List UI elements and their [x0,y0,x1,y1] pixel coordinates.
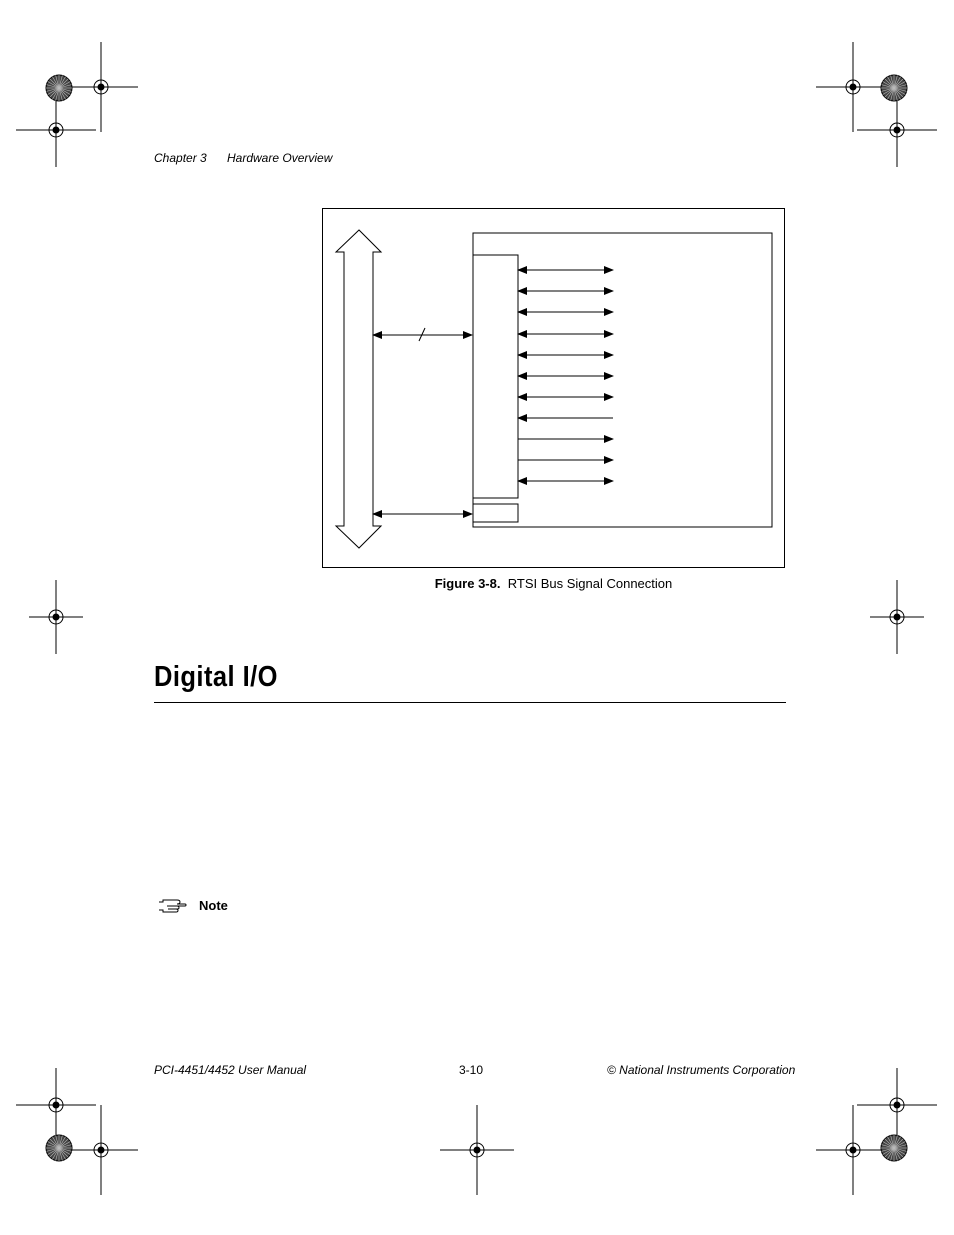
footer-copyright: © National Instruments Corporation [607,1063,796,1077]
header-chapter: Chapter 3 [154,151,207,165]
figure-number: Figure 3-8. [434,576,501,591]
rtsi-bus-arrow [336,230,381,548]
pointing-hand-icon [157,897,187,915]
clock-block [473,504,518,522]
note-label: Note [199,898,228,913]
figure-caption-text: RTSI Bus Signal Connection [507,576,673,591]
figure-frame [322,208,785,568]
rtsi-bus-diagram [322,208,785,568]
footer-manual: PCI-4451/4452 User Manual [154,1063,307,1077]
section-title: Digital I/O [154,661,278,693]
switch-block [473,255,518,498]
figure-caption [322,576,785,591]
section-rule [154,702,786,703]
header-section: Hardware Overview [227,151,333,165]
footer-page-number: 3-10 [459,1063,484,1077]
